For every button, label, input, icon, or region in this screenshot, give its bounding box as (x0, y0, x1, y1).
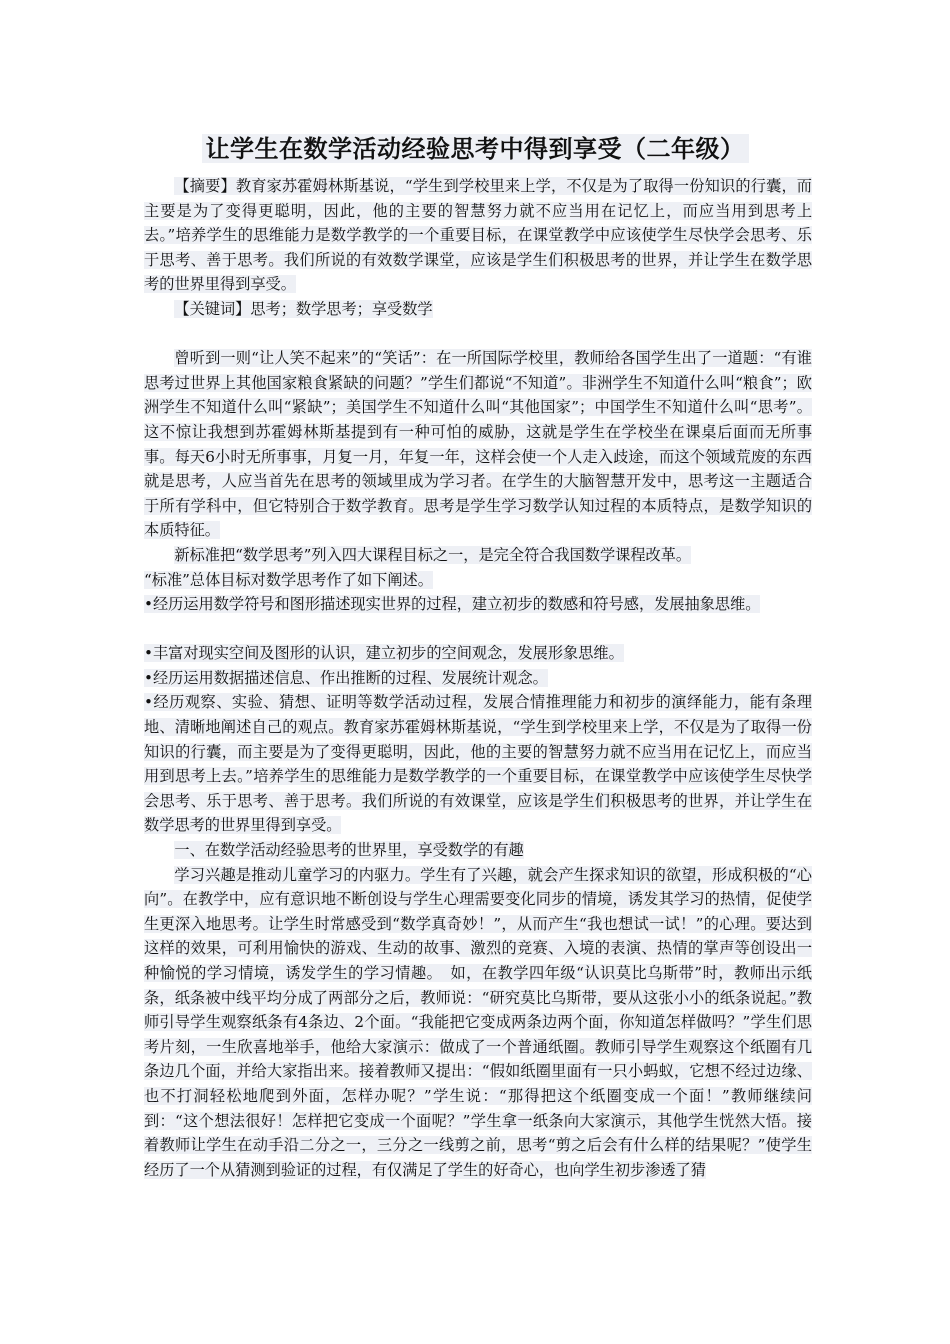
bullet-item-text: •经历运用数学符号和图形描述现实世界的过程，建立初步的数感和符号感，发展抽象思维。 (144, 595, 761, 614)
body-paragraph-text: 学习兴趣是推动儿童学习的内驱力。学生有了兴趣，就会产生探求知识的欲望，形成积极的“心向”。在教学中，应有意识地不断创设与学生心理需要变化同步的情境，诱发其学习的热情，促使学生更深入地思考。让学生时常感受到“数学真奇妙！”，从而产生“我也想试一试！”的心理。要达到这样的效果，可利用愉快的游戏、生动的故事、激烈的竞赛、入境的表演、热情的掌声等创设出一种愉悦的学习情境，诱发学生的学习情趣。 如，在教学四年级“认识莫比乌斯带”时，教师出示纸条，纸条被中线平均分成了两部分之后，教师说：“研究莫比乌斯带，要从这张小小的纸条说起。”教师引导学生观察纸条有4条边、2个面。“我能把它变成两条边两个面，你知道怎样做吗？”学生们思考片刻，一生欣喜地举手，他给大家演示：做成了一个普通纸圈。教师引导学生观察这个纸圈有几条边几个面，并给大家指出来。接着教师又提出：“假如纸圈里面有一只小蚂蚁，它想不经过边缘、也不打洞轻松地爬到外面，怎样办呢？”学生说：“那得把这个纸圈变成一个面！”教师继续问到：“这个想法很好！怎样把它变成一个面呢？”学生拿一纸条向大家演示，其他学生恍然大悟。接着教师让学生在动手沿二分之一，三分之一线剪之前，思考“剪之后会有什么样的结果呢？”使学生经历了一个从猜测到验证的过程，有仅满足了学生的好奇心，也向学生初步渗透了猜 (144, 865, 812, 1179)
section-heading (144, 838, 812, 863)
bullet-item (144, 641, 812, 666)
document-title-text: 让学生在数学活动经验思考中得到享受（二年级） (202, 134, 749, 163)
bullet-item (144, 592, 812, 617)
body-paragraph (144, 543, 812, 568)
blank-line (144, 322, 812, 347)
bullet-item-text: •经历运用数据描述信息、作出推断的过程、发展统计观念。 (144, 668, 548, 687)
body-paragraph (144, 568, 812, 593)
section-heading-text: 一、在数学活动经验思考的世界里，享受数学的有趣 (174, 841, 524, 860)
keywords-text: 【关键词】思考；数学思考；享受数学 (174, 299, 433, 318)
blank-line (144, 617, 812, 642)
keywords-paragraph (144, 297, 812, 322)
body-paragraph-text: 新标准把“数学思考”列入四大课程目标之一，是完全符合我国数学课程改革。 (174, 545, 692, 564)
body-paragraph-text: 曾听到一则“让人笑不起来”的“笑话”：在一所国际学校里，教师给各国学生出了一道题：“有谁思考过世界上其他国家粮食紧缺的问题？”学生们都说“不知道”。非洲学生不知道什么叫“粮食”；欧洲学生不知道什么叫“紧缺”；美国学生不知道什么叫“其他国家”；中国学生不知道什么叫“思考”。这不惊让我想到苏霍姆林斯基提到有一种可怕的威胁，这就是学生在学校坐在课桌后面而无所事事。每天6小时无所事事，月复一月，年复一年，这样会使一个人走入歧途，而这个领域荒废的东西就是思考，人应当首先在思考的领域里成为学习者。在学生的大脑智慧开发中，思考这一主题适合于所有学科中，但它特别合于数学教育。思考是学生学习数学认知过程的本质特点，是数学知识的本质特征。 (144, 349, 812, 540)
abstract-paragraph (144, 174, 812, 297)
bullet-item (144, 666, 812, 691)
document-body (144, 174, 812, 1182)
bullet-item-text: •经历观察、实验、猜想、证明等数学活动过程，发展合情推理能力和初步的演绎能力，能有条理地、清晰地阐述自己的观点。教育家苏霍姆林斯基说，“学生到学校里来上学，不仅是为了取得一份知识的行囊，而主要是为了变得更聪明，因此，他的主要的智慧努力就不应当用在记忆上，而应当用到思考上去。”培养学生的思维能力是数学教学的一个重要目标，在课堂教学中应该使学生尽快学会思考、乐于思考、善于思考。我们所说的有效课堂，应该是学生们积极思考的世界，并让学生在数学思考的世界里得到享受。 (144, 693, 812, 835)
body-paragraph (144, 863, 812, 1183)
abstract-text: 【摘要】教育家苏霍姆林斯基说，“学生到学校里来上学，不仅是为了取得一份知识的行囊，而主要是为了变得更聪明，因此，他的主要的智慧努力就不应当用在记忆上，而应当用到思考上去。”培养学生的思维能力是数学教学的一个重要目标，在课堂教学中应该使学生尽快学会思考、乐于思考、善于思考。我们所说的有效数学课堂，应该是学生们积极思考的世界，并让学生在数学思考的世界里得到享受。 (144, 177, 812, 294)
body-paragraph (144, 346, 812, 543)
bullet-item (144, 690, 812, 838)
bullet-item-text: •丰富对现实空间及图形的认识，建立初步的空间观念，发展形象思维。 (144, 644, 624, 663)
document-title (0, 132, 950, 166)
body-paragraph-text: “标准”总体目标对数学思考作了如下阐述。 (144, 570, 433, 589)
